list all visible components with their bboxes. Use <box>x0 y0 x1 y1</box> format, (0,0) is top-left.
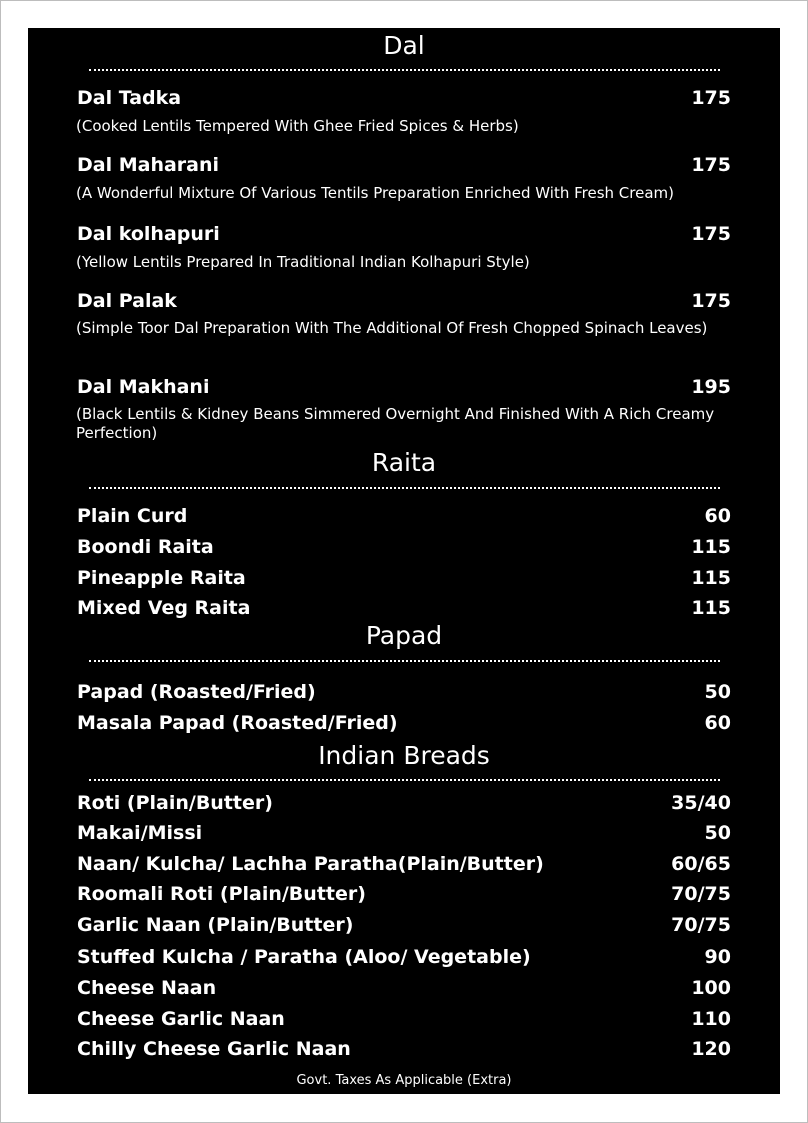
section-divider <box>89 660 720 662</box>
item-name: Roti (Plain/Butter) <box>77 792 273 814</box>
item-price: 115 <box>691 567 731 589</box>
item-name: Stuffed Kulcha / Paratha (Aloo/ Vegetable) <box>77 946 531 968</box>
item-name: Naan/ Kulcha/ Lachha Paratha(Plain/Butter) <box>77 853 544 875</box>
menu-item-dal-makhani <box>77 373 731 401</box>
menu-item-garlic-naan <box>77 911 731 939</box>
item-name: Boondi Raita <box>77 536 214 558</box>
item-name: Makai/Missi <box>77 822 203 844</box>
menu-item-roti <box>77 789 731 817</box>
menu-board <box>28 28 780 1094</box>
menu-item-makai-missi <box>77 819 731 847</box>
section-divider <box>89 487 720 489</box>
menu-item-dal-palak <box>77 287 731 315</box>
item-name: Dal Palak <box>77 290 177 312</box>
item-name: Dal Tadka <box>77 87 182 109</box>
menu-item-stuffed-kulcha <box>77 943 731 971</box>
item-price: 90 <box>704 946 731 968</box>
item-price: 50 <box>704 681 731 703</box>
item-description: (Simple Toor Dal Preparation With The Additional Of Fresh Chopped Spinach Leaves) <box>76 319 708 337</box>
item-name: Dal Makhani <box>77 376 210 398</box>
section-title-dal: Dal <box>383 31 425 60</box>
item-price: 60 <box>704 712 731 734</box>
item-price: 70/75 <box>671 883 731 905</box>
item-name: Papad (Roasted/Fried) <box>77 681 316 703</box>
item-description: (Black Lentils & Kidney Beans Simmered Overnight And Finished With A Rich Creamy Perfection) <box>76 405 715 442</box>
item-price: 70/75 <box>671 914 731 936</box>
menu-item-plain-curd <box>77 502 731 530</box>
item-price: 175 <box>691 223 731 245</box>
item-description: (Cooked Lentils Tempered With Ghee Fried Spices & Herbs) <box>76 117 519 135</box>
menu-item-papad <box>77 678 731 706</box>
section-title-raita: Raita <box>371 448 437 477</box>
item-price: 195 <box>691 376 731 398</box>
section-title-indian-breads: Indian Breads <box>318 741 490 770</box>
item-name: Masala Papad (Roasted/Fried) <box>77 712 398 734</box>
item-price: 100 <box>691 977 731 999</box>
item-price: 60 <box>704 505 731 527</box>
section-divider <box>89 779 720 781</box>
menu-item-cheese-naan <box>77 974 731 1002</box>
item-name: Chilly Cheese Garlic Naan <box>77 1038 351 1060</box>
item-description: (Yellow Lentils Prepared In Traditional Indian Kolhapuri Style) <box>76 253 530 271</box>
section-divider <box>89 69 720 71</box>
menu-item-dal-maharani <box>77 151 731 179</box>
menu-item-cheese-garlic-naan <box>77 1005 731 1033</box>
menu-item-roomali-roti <box>77 880 731 908</box>
item-price: 60/65 <box>671 853 731 875</box>
item-price: 50 <box>704 822 731 844</box>
item-price: 115 <box>691 597 731 619</box>
menu-item-dal-tadka <box>77 84 731 112</box>
menu-item-naan-kulcha-lachha <box>77 850 731 878</box>
item-name: Mixed Veg Raita <box>77 597 251 619</box>
item-name: Cheese Naan <box>77 977 217 999</box>
menu-item-chilly-cheese-garlic-naan <box>77 1035 731 1063</box>
menu-item-dal-kolhapuri <box>77 220 731 248</box>
item-price: 35/40 <box>671 792 731 814</box>
item-price: 115 <box>691 536 731 558</box>
item-price: 175 <box>691 154 731 176</box>
menu-item-masala-papad <box>77 709 731 737</box>
menu-item-boondi-raita <box>77 533 731 561</box>
item-price: 110 <box>691 1008 731 1030</box>
item-name: Dal kolhapuri <box>77 223 220 245</box>
item-price: 120 <box>691 1038 731 1060</box>
item-name: Plain Curd <box>77 505 188 527</box>
item-price: 175 <box>691 290 731 312</box>
item-price: 175 <box>691 87 731 109</box>
item-name: Roomali Roti (Plain/Butter) <box>77 883 366 905</box>
item-name: Cheese Garlic Naan <box>77 1008 285 1030</box>
item-name: Garlic Naan (Plain/Butter) <box>77 914 354 936</box>
item-description: (A Wonderful Mixture Of Various Tentils Preparation Enriched With Fresh Cream) <box>76 184 674 202</box>
menu-item-pineapple-raita <box>77 564 731 592</box>
item-name: Pineapple Raita <box>77 567 246 589</box>
item-name: Dal Maharani <box>77 154 220 176</box>
section-title-papad: Papad <box>365 621 443 650</box>
menu-item-mixed-veg-raita <box>77 594 731 622</box>
tax-note: Govt. Taxes As Applicable (Extra) <box>296 1073 512 1088</box>
